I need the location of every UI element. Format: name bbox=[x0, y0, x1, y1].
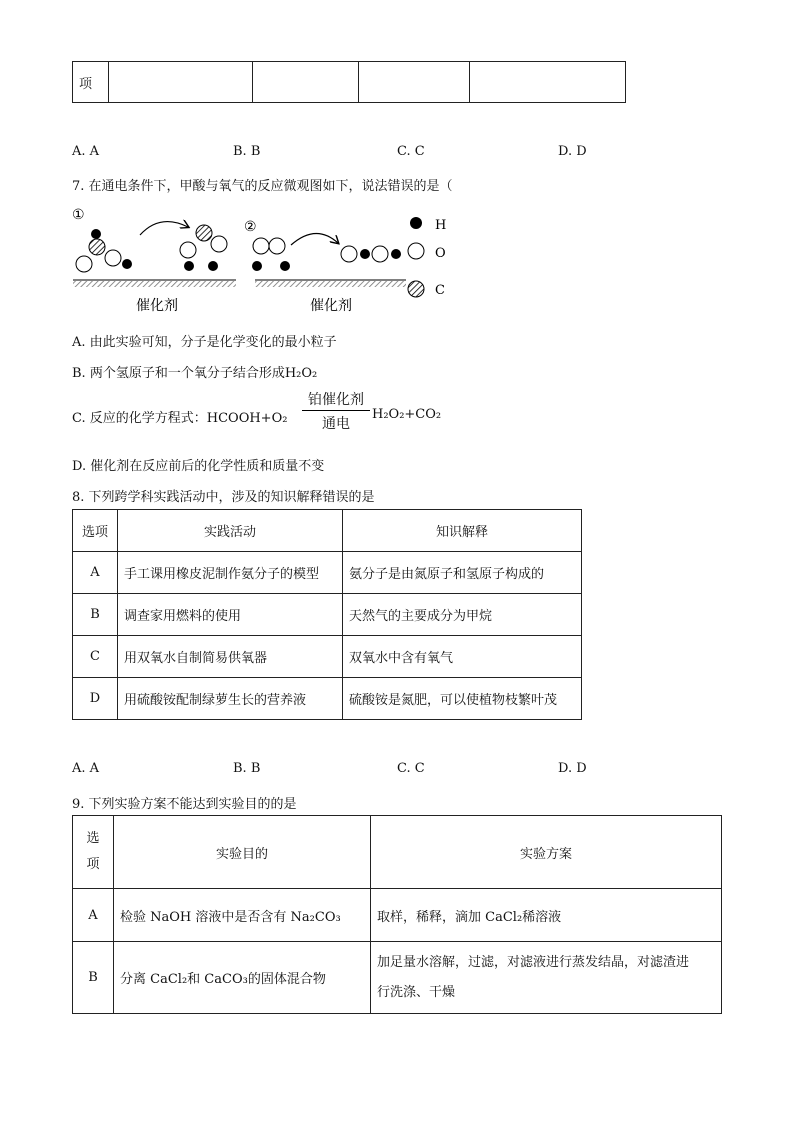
table-cell: 用双氧水自制简易供氧器 bbox=[118, 636, 343, 678]
table-cell: D bbox=[73, 678, 118, 720]
plan-line-1: 加足量水溶解，过滤，对滤液进行蒸发结晶，对滤渣进 bbox=[377, 954, 690, 970]
choice-a: A. A bbox=[72, 144, 100, 159]
catalyst-label-1: 催化剂 bbox=[136, 298, 178, 314]
hydrogen-peroxide-molecule bbox=[341, 246, 401, 262]
choice-c: C. C bbox=[397, 761, 425, 776]
electric-condition: 通电 bbox=[322, 416, 350, 432]
table-cell: 硫酸铵是氮肥，可以使植物枝繁叶茂 bbox=[343, 678, 582, 720]
top-table-cell: 项 bbox=[73, 62, 109, 103]
q7-stem: 7. 在通电条件下，甲酸与氧气的反应微观图如下，说法错误的是（ bbox=[72, 179, 453, 194]
adsorbed-h-atom bbox=[252, 261, 262, 271]
purpose-text-end: 的固体混合物 bbox=[247, 972, 326, 987]
q9-header-plan: 实验方案 bbox=[371, 816, 722, 889]
q7-option-b bbox=[72, 362, 317, 381]
plan-line-2: 行洗涤、干燥 bbox=[377, 984, 456, 1000]
q7-option-a: A. 由此实验可知，分子是化学变化的最小粒子 bbox=[72, 335, 337, 350]
table-cell: 调查家用燃料的使用 bbox=[118, 594, 343, 636]
q9-table bbox=[72, 815, 722, 1014]
na2co3-formula: Na₂CO₃ bbox=[290, 909, 341, 925]
catalyst-condition: 铂催化剂 bbox=[308, 392, 364, 408]
q8-header-option: 选项 bbox=[73, 510, 118, 552]
q8-table bbox=[72, 509, 582, 720]
h2o2-formula: H₂O₂ bbox=[284, 366, 318, 381]
arrow-2 bbox=[291, 233, 338, 245]
cacl2-formula: CaCl₂ bbox=[150, 972, 188, 987]
legend-c: C bbox=[435, 283, 445, 298]
o-atom-icon bbox=[408, 243, 424, 259]
q8-stem: 8. 下列跨学科实践活动中，涉及的知识解释错误的是 bbox=[72, 490, 375, 505]
purpose-text-mid: 和 bbox=[187, 972, 205, 987]
table-cell: B bbox=[73, 942, 114, 1014]
table-cell: 双氧水中含有氧气 bbox=[343, 636, 582, 678]
table-cell: 手工课用橡皮泥制作氨分子的模型 bbox=[118, 552, 343, 594]
legend bbox=[408, 217, 446, 298]
header-option-line1: 选 bbox=[86, 831, 100, 846]
panel-1-label: ① bbox=[72, 207, 85, 223]
choice-b: B. B bbox=[233, 144, 261, 159]
cacl2-formula: CaCl₂ bbox=[485, 909, 523, 925]
table-cell bbox=[371, 889, 722, 942]
table-cell: A bbox=[73, 552, 118, 594]
top-table bbox=[72, 61, 626, 103]
q9-header-purpose: 实验目的 bbox=[114, 816, 371, 889]
table-cell: A bbox=[73, 889, 114, 942]
oxygen-molecule bbox=[253, 238, 285, 254]
top-table-cell bbox=[109, 62, 253, 103]
table-cell: C bbox=[73, 636, 118, 678]
caco3-formula: CaCO₃ bbox=[204, 972, 248, 987]
table-cell bbox=[114, 889, 371, 942]
choice-a: A. A bbox=[72, 761, 100, 776]
top-table-cell bbox=[470, 62, 626, 103]
equation-right: H₂O₂+CO₂ bbox=[372, 407, 442, 422]
top-table-cell bbox=[253, 62, 359, 103]
q7-option-d: D. 催化剂在反应前后的化学性质和质量不变 bbox=[72, 459, 325, 474]
adsorbed-h-atom bbox=[280, 261, 290, 271]
choice-b: B. B bbox=[233, 761, 261, 776]
q9-stem: 9. 下列实验方案不能达到实验目的的是 bbox=[72, 797, 297, 812]
formic-acid-molecule bbox=[76, 229, 132, 272]
legend-o: O bbox=[435, 246, 446, 261]
c-atom-icon bbox=[408, 281, 424, 297]
q8-header-activity: 实践活动 bbox=[118, 510, 343, 552]
table-cell bbox=[114, 942, 371, 1014]
table-cell: 用硫酸铵配制绿萝生长的营养液 bbox=[118, 678, 343, 720]
table-cell: B bbox=[73, 594, 118, 636]
top-table-cell bbox=[359, 62, 470, 103]
panel-2-label: ② bbox=[244, 219, 257, 235]
choice-c: C. C bbox=[397, 144, 425, 159]
equation-condition bbox=[302, 389, 370, 433]
plan-text-end: 稀溶液 bbox=[522, 909, 562, 925]
q8-header-explanation: 知识解释 bbox=[343, 510, 582, 552]
legend-h: H bbox=[435, 218, 447, 233]
table-cell: 氨分子是由氮原子和氢原子构成的 bbox=[343, 552, 582, 594]
catalyst-label-2: 催化剂 bbox=[310, 298, 352, 314]
equation-left: HCOOH+O₂ bbox=[206, 411, 288, 426]
arrow-1 bbox=[140, 222, 188, 235]
q9-header-option bbox=[73, 816, 114, 889]
plan-text: 取样，稀释，滴加 bbox=[377, 909, 486, 925]
choice-d: D. D bbox=[558, 144, 587, 159]
q7-option-c-text: C. 反应的化学方程式： bbox=[72, 411, 207, 426]
panel-1-products bbox=[180, 225, 227, 271]
purpose-text: 检验 NaOH 溶液中是否含有 bbox=[120, 909, 291, 925]
q7-option-b-text: B. 两个氢原子和一个氧分子结合形成 bbox=[72, 366, 285, 381]
reaction-diagram bbox=[68, 203, 468, 315]
q7-option-c bbox=[72, 407, 287, 426]
h-atom-icon bbox=[410, 217, 422, 229]
header-option-line2: 项 bbox=[86, 857, 100, 872]
table-cell bbox=[371, 942, 722, 1014]
choice-d: D. D bbox=[558, 761, 587, 776]
purpose-text: 分离 bbox=[120, 972, 151, 987]
table-cell: 天然气的主要成分为甲烷 bbox=[343, 594, 582, 636]
